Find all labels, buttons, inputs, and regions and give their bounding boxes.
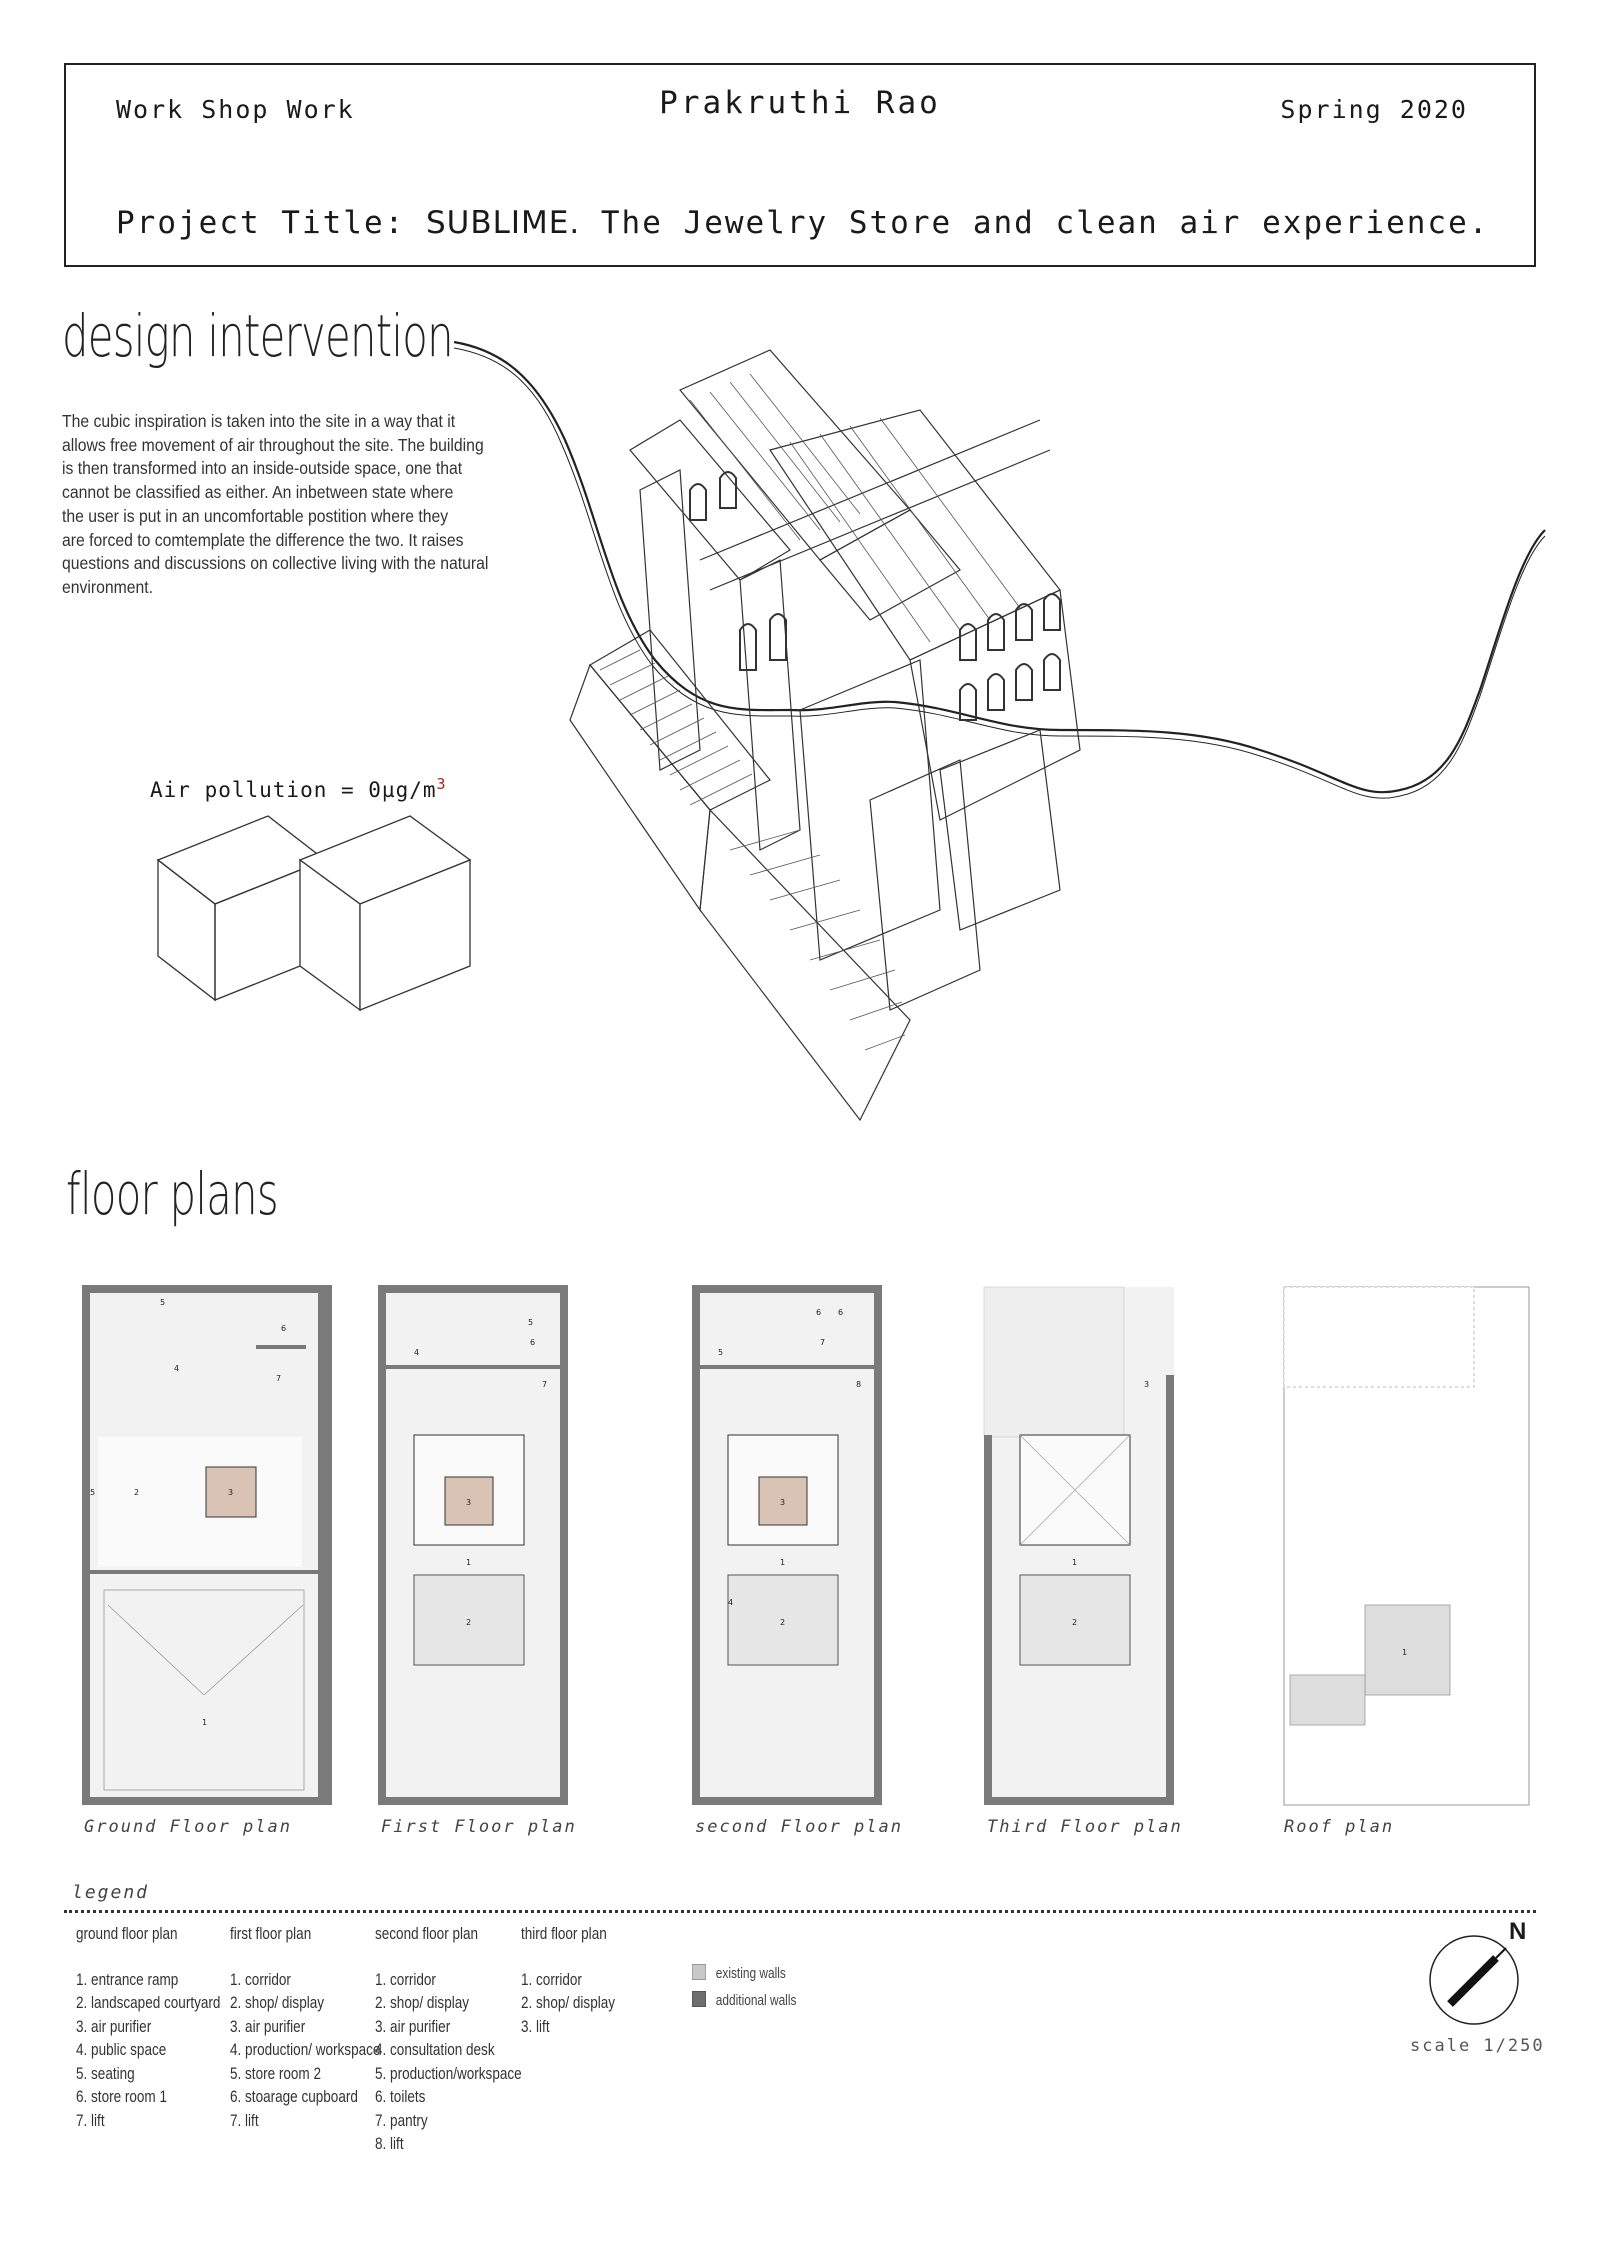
existing-walls-label: existing walls [715, 1966, 786, 1982]
additional-walls-swatch [692, 1991, 706, 2007]
plan-label: 4 [728, 1598, 734, 1607]
intro-line: the user is put in an uncomfortable postition where they [62, 505, 449, 526]
legend-heading: third floor plan [521, 1925, 607, 1943]
legend-heading: first floor plan [230, 1925, 312, 1943]
legend-heading: second floor plan [375, 1925, 479, 1943]
intro-line: is then transformed into an inside-outside space, one that [62, 458, 463, 479]
existing-walls-swatch [692, 1964, 706, 1980]
legend-additional-walls [692, 1991, 796, 2009]
plan-label: 2 [466, 1618, 472, 1627]
project-title [116, 205, 1489, 241]
plan-label: 7 [276, 1374, 282, 1383]
legend-item: 7. lift [230, 2111, 259, 2130]
legend-title: legend [72, 1882, 150, 1903]
axonometric-sketch [440, 330, 1570, 1150]
legend-item: 5. production/workspace [375, 2064, 522, 2083]
floor-plans-heading: floor plans [66, 1160, 278, 1228]
intro-line: environment. [62, 576, 154, 597]
plan-label: 1 [1072, 1558, 1078, 1567]
plan-label: 1 [1402, 1648, 1408, 1657]
air-flow-line [454, 342, 1545, 792]
legend-item: 5. seating [76, 2064, 135, 2083]
plan-label: 2 [134, 1488, 140, 1497]
scale-label: scale 1/250 [1410, 2036, 1545, 2056]
term: Spring 2020 [1280, 95, 1468, 124]
plan-label: 3 [466, 1498, 472, 1507]
legend-item: 1. corridor [521, 1970, 582, 1989]
intro-line: cannot be classified as either. An inbetween state where [62, 482, 454, 503]
legend-item: 3. air purifier [76, 2017, 152, 2036]
legend-item: 1. corridor [230, 1970, 291, 1989]
plan-label: 4 [174, 1364, 180, 1373]
legend-first-floor [230, 1923, 380, 2133]
legend-item: 6. store room 1 [76, 2088, 167, 2106]
legend-item: 1. corridor [375, 1970, 436, 1989]
plan-label: 6 [281, 1324, 287, 1333]
third-floor-plan [980, 1275, 1238, 1815]
air-pollution-text: Air pollution = 0µg/m [150, 778, 437, 802]
plan-label: 6 [530, 1338, 536, 1347]
legend-divider [64, 1910, 1536, 1913]
caption-third-floor: Third Floor plan [987, 1817, 1183, 1837]
plan-label: 5 [160, 1298, 166, 1307]
plan-label: 1 [466, 1558, 472, 1567]
plan-label: 8 [856, 1380, 862, 1389]
legend-heading: ground floor plan [76, 1925, 178, 1943]
additional-walls-label: additional walls [715, 1993, 797, 2009]
intro-line: allows free movement of air throughout the site. The building [62, 434, 484, 455]
north-label: N [1509, 1918, 1527, 1945]
plan-label: 5 [718, 1348, 724, 1357]
legend-item: 3. lift [521, 2017, 550, 2036]
legend-item: 5. store room 2 [230, 2064, 321, 2083]
plan-label: 2 [780, 1618, 786, 1627]
legend-item: 7. lift [76, 2111, 105, 2130]
first-floor-plan [374, 1275, 632, 1815]
legend-item: 2. shop/ display [521, 1994, 616, 2012]
ground-floor-plan [78, 1275, 336, 1815]
plan-label: 3 [1144, 1380, 1150, 1389]
caption-roof: Roof plan [1284, 1817, 1395, 1837]
design-intervention-heading: design intervention [62, 302, 453, 370]
project-name: SUBLIME. [425, 205, 581, 241]
plan-label: 7 [542, 1380, 548, 1389]
project-title-label: Project Title: [116, 205, 406, 241]
project-subtitle: The Jewelry Store and clean air experience. [600, 205, 1490, 241]
sketch-arches [690, 472, 1060, 720]
plan-label: 5 [528, 1318, 534, 1327]
air-pollution-exponent: 3 [436, 775, 447, 793]
legend-ground-floor [76, 1923, 220, 2133]
legend-second-floor [375, 1923, 522, 2157]
legend-item: 3. air purifier [375, 2017, 451, 2036]
plan-label: 1 [202, 1718, 208, 1727]
legend-item: 6. stoarage cupboard [230, 2088, 358, 2106]
intro-line: The cubic inspiration is taken into the site in a way that it [62, 411, 456, 431]
course-name: Work Shop Work [116, 95, 355, 124]
second-floor-plan [688, 1275, 946, 1815]
legend-item: 1. entrance ramp [76, 1970, 179, 1989]
plan-label: 3 [780, 1498, 786, 1507]
title-block [64, 63, 1536, 267]
plan-label: 3 [228, 1488, 234, 1497]
legend-item: 8. lift [375, 2135, 404, 2153]
legend-item: 2. landscaped courtyard [76, 1994, 221, 2012]
plan-label: 1 [780, 1558, 786, 1567]
intro-line: questions and discussions on collective living with the natural [62, 553, 489, 574]
caption-ground-floor: Ground Floor plan [84, 1817, 292, 1837]
legend-item: 3. air purifier [230, 2017, 306, 2036]
roof-plan [1280, 1275, 1538, 1815]
author-name: Prakruthi Rao [659, 85, 941, 121]
legend-third-floor [521, 1923, 615, 2039]
legend-item: 4. production/ workspace [230, 2041, 381, 2059]
two-cubes-diagram [150, 800, 490, 1020]
legend-item: 4. consultation desk [375, 2041, 495, 2059]
legend-item: 4. public space [76, 2041, 167, 2059]
plan-label: 7 [820, 1338, 826, 1347]
legend-item: 2. shop/ display [230, 1994, 325, 2012]
plan-label: 6 [816, 1308, 822, 1317]
legend-item: 6. toilets [375, 2088, 426, 2106]
caption-first-floor: First Floor plan [381, 1817, 577, 1837]
plan-label: 5 [90, 1488, 96, 1497]
plan-label: 4 [414, 1348, 420, 1357]
sketch-structure [570, 350, 1080, 1120]
legend-item: 2. shop/ display [375, 1994, 470, 2012]
caption-second-floor: second Floor plan [695, 1817, 903, 1837]
plan-label: 2 [1072, 1618, 1078, 1627]
intro-paragraph [62, 410, 494, 600]
legend-existing-walls [692, 1964, 786, 1982]
plan-label: 6 [838, 1308, 844, 1317]
air-pollution-label [150, 775, 447, 802]
legend-item: 7. pantry [375, 2111, 428, 2130]
intro-line: are forced to comtemplate the difference the two. It raises [62, 529, 464, 550]
